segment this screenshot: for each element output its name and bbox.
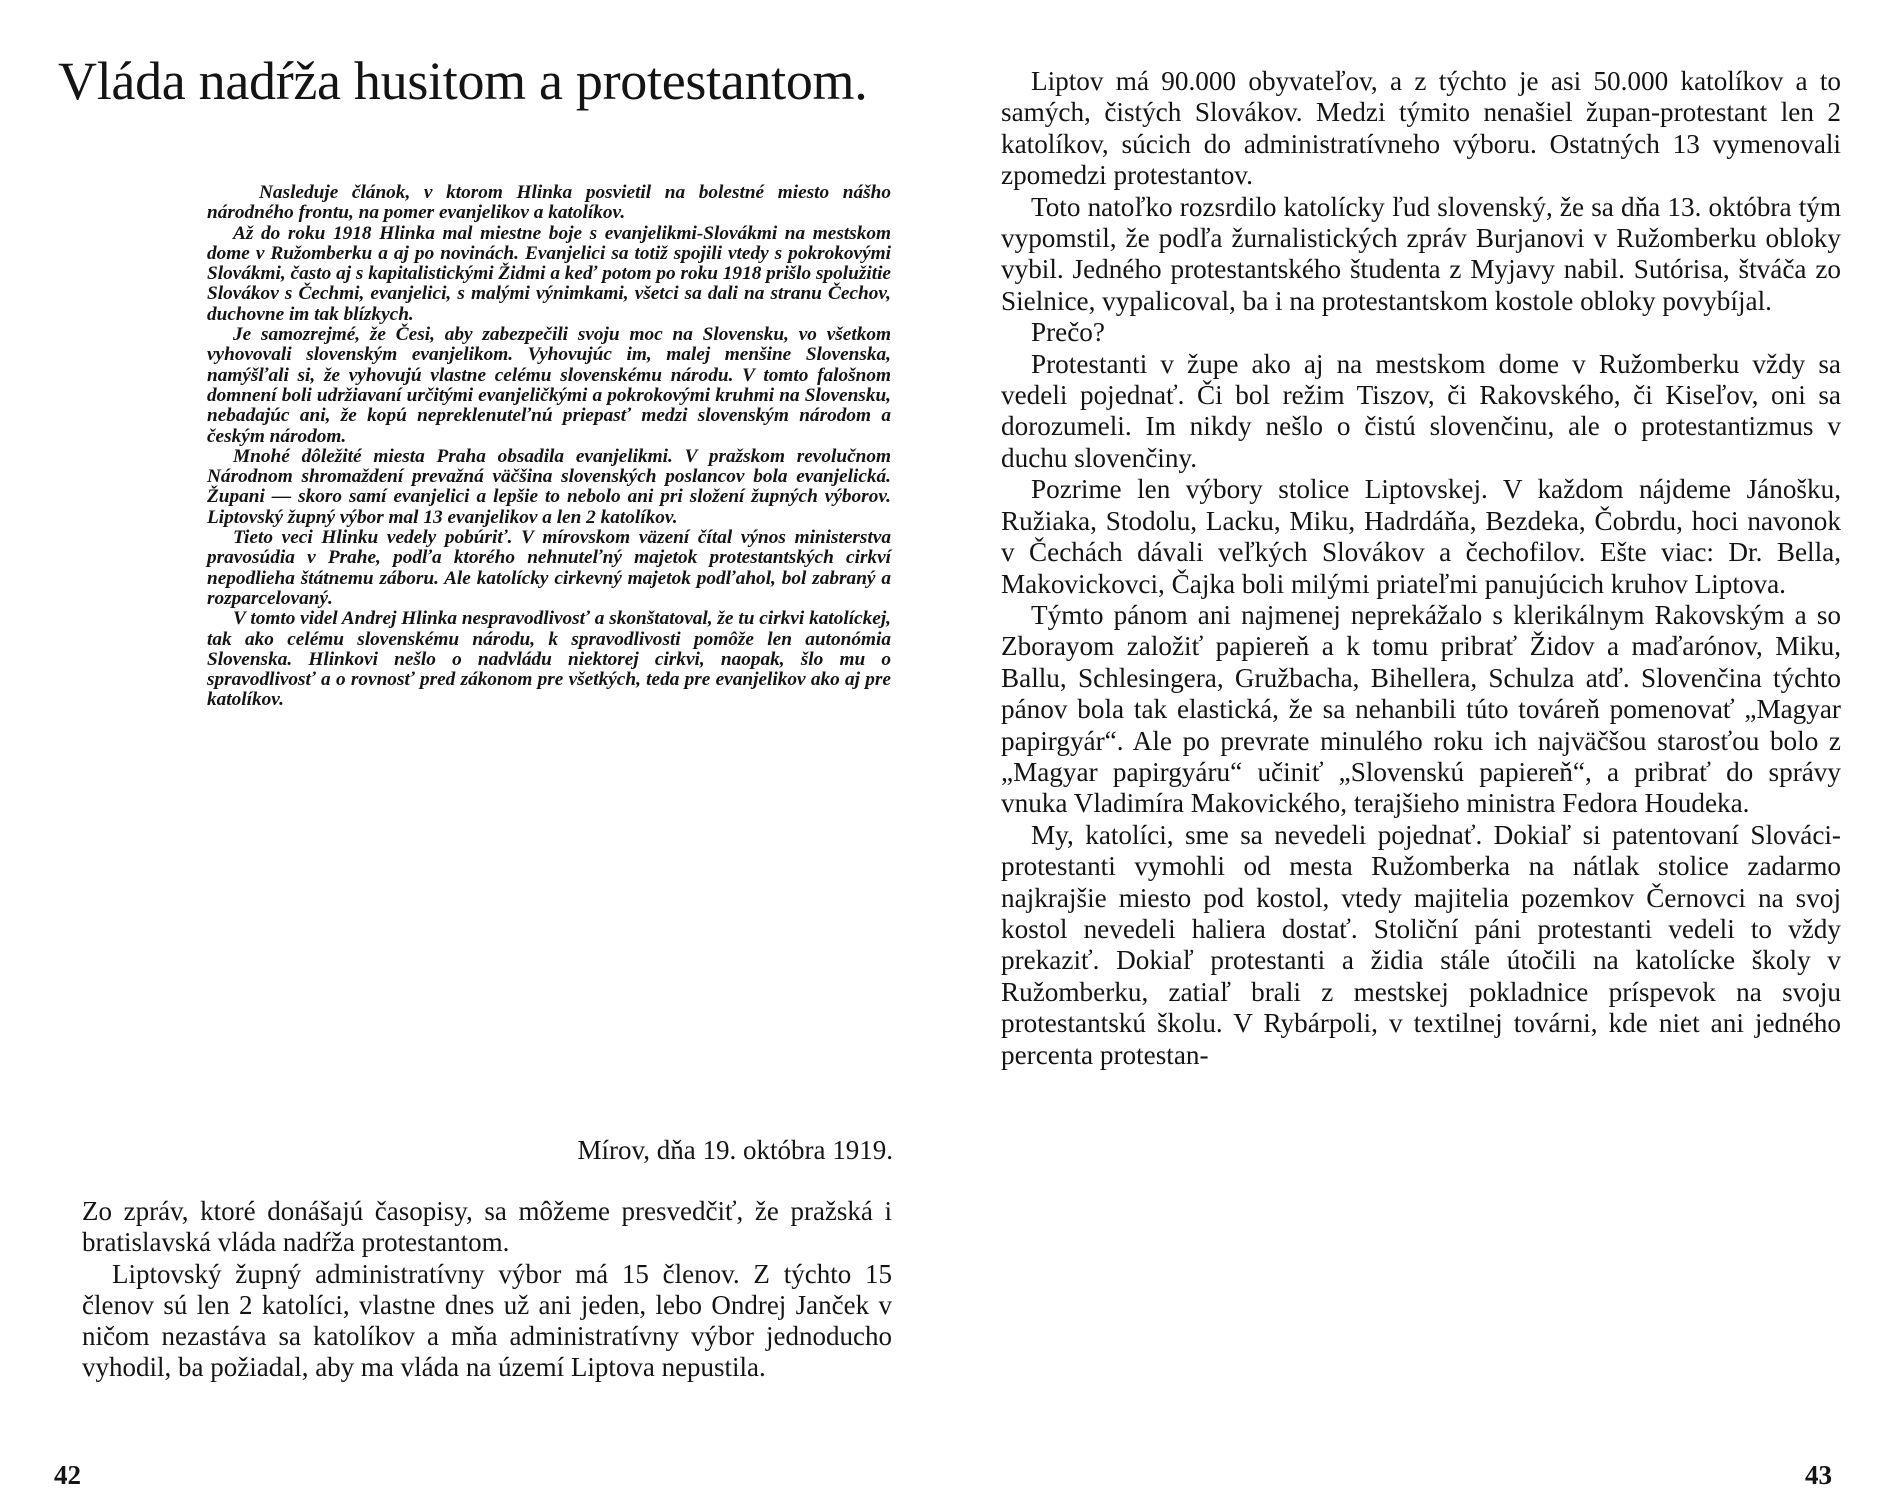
right-page (941, 0, 1882, 1500)
intro-paragraph: Nasleduje článok, v ktorom Hlinka posvietil na bolestné miesto nášho národného frontu, na pomer evanjelikov a katolíkov. (207, 182, 891, 224)
editorial-introduction (207, 183, 891, 711)
body-paragraph: Liptov má 90.000 obyvateľov, a z týchto je asi 50.000 katolíkov a to samých, čistých Slovákov. Medzi týmito nenašiel župan-protestant len 2 katolíkov, súcich do administratívneho výboru. Ostatných 13 vymenovali zpomedzi protestantov. (1001, 66, 1841, 191)
right-body-text (1001, 66, 1841, 1071)
intro-paragraph: Až do roku 1918 Hlinka mal miestne boje s evanjelikmi-Slovákmi na mestskom dome v Ružomberku a aj po novinách. Evanjelici sa totiž spojili vtedy s pokrokovými Slovákmi, často aj s kapitalistickými Židmi a keď potom po roku 1918 prišlo spolužitie Slovákov s Čechmi, evanjelici, s malými výnimkami, všetci sa dali na stranu Čechov, duchovne im tak blízkych. (207, 222, 891, 325)
intro-paragraph: Tieto veci Hlinku vedely pobúriť. V mírovskom väzení čítal výnos ministerstva pravosúdia v Prahe, podľa ktorého nehnuteľný majetok protestantských cirkví nepodlieha štátnemu záboru. Ale katolícky cirkevný majetok podľahol, bol zabraný a rozparcelovaný. (207, 527, 891, 609)
body-paragraph: Zo zpráv, ktoré donášajú časopisy, sa môžeme presvedčiť, že pražská i bratislavská vláda nadŕža protestantom. (82, 1196, 892, 1258)
body-paragraph: Prečo? (1031, 317, 1105, 348)
dateline: Mírov, dňa 19. októbra 1919. (577, 1135, 893, 1165)
page-number: 43 (1805, 1460, 1832, 1490)
body-paragraph: Protestanti v župe ako aj na mestskom dome v Ružomberku vždy sa vedeli pojednať. Či bol režim Tiszov, či Rakovského, či Kiseľov, oni sa dorozumeli. Im nikdy nešlo o čistú slovenčinu, ale o protestantizmus v duchu slovenčiny. (1001, 348, 1841, 473)
article-title: Vláda nadŕža husitom a protestantom. (58, 51, 868, 111)
body-paragraph: Liptovský župný administratívny výbor má 15 členov. Z týchto 15 členov sú len 2 katolíci, vlastne dnes už ani jeden, lebo Ondrej Janček v ničom nezastáva sa katolíkov a mňa administratívny výbor jednoducho vyhodil, ba požiadal, aby ma vláda na území Liptova nepustila. (82, 1258, 892, 1383)
intro-paragraph: V tomto videl Andrej Hlinka nespravodlivosť a skonštatoval, že tu cirkvi katolíckej, tak ako celému slovenskému národu, k spravodlivosti pomôže len autonómia Slovenska. Hlinkovi nešlo o nadvládu niektorej cirkvi, naopak, šlo mu o spravodlivosť a o rovnosť pred zákonom pre všetkých, teda pre evanjelikov ako aj pre katolíkov. (207, 608, 891, 711)
intro-paragraph: Je samozrejmé, že Česi, aby zabezpečili svoju moc na Slovensku, vo všetkom vyhovovali slovenským evanjelikom. Vyhovujúc im, malej menšine Slovenska, namýšľali si, že vyhovujú vlastne celému slovenskému národu. V tomto falošnom domnení boli udržiavaní určitými evanjeličkými a pokrokovými kruhmi na Slovensku, nebadajúc ani, že kopú nepreklenuteľnú priepasť medzi slovenským národom a českým národom. (207, 324, 891, 447)
left-body-text (82, 1196, 892, 1384)
body-paragraph: Toto natoľko rozsrdilo katolícky ľud slovenský, že sa dňa 13. októbra tým vypomstil, že podľa žurnalistických zpráv Burjanovi v Ružomberku obloky vybil. Jedného protestantského študenta z Myjavy nabil. Sutórisa, štváča zo Sielnice, vypalicoval, ba i na protestantskom kostole obloky povybíjal. (1001, 191, 1841, 316)
body-paragraph: Pozrime len výbory stolice Liptovskej. V každom nájdeme Jánošku, Ružiaka, Stodolu, Lacku, Miku, Hadrdáňa, Bezdeka, Čobrdu, hoci navonok v Čechách dávali veľkých Slovákov a čechofilov. Ešte viac: Dr. Bella, Makovickovci, Čajka boli milými priateľmi panujúcich kruhov Liptova. (1001, 474, 1841, 599)
body-paragraph: My, katolíci, sme sa nevedeli pojednať. Dokiaľ si patentovaní Slováci-protestanti vymohli od mesta Ružomberka na nátlak stolice zadarmo najkrajšie miesto pod kostol, vtedy majitelia pozemkov Černovci na svoj kostol nevedeli haliera dostať. Stoliční páni protestanti vedeli to vždy prekaziť. Dokiaľ protestanti a židia stále útočili na katolícke školy v Ružomberku, zatiaľ brali z mestskej pokladnice príspevok na svoju protestantskú školu. V Rybárpoli, v textilnej továrni, kde niet ani jedného percenta protestan- (1001, 819, 1841, 1070)
body-paragraph: Týmto pánom ani najmenej neprekážalo s klerikálnym Rakovským a so Zborayom založiť papiereň a k tomu pribrať Židov a maďarónov, Miku, Ballu, Schlesingera, Gružbacha, Bihellera, Schulza atď. Slovenčina týchto pánov bola tak elastická, že sa nehanbili túto továreň pomenovať „Magyar papirgyár“. Ale po prevrate minulého roku ich najväčšou starosťou bolo z „Magyar papirgyáru“ učiniť „Slovenskú papiereň“, a pribrať do správy vnuka Vladimíra Makovického, terajšieho ministra Fedora Houdeka. (1001, 599, 1841, 819)
page-number: 42 (54, 1460, 81, 1490)
intro-paragraph: Mnohé dôležité miesta Praha obsadila evanjelikmi. V pražskom revolučnom Národnom shromaždení prevažná väčšina slovenských poslancov bola evanjelická. Župani — skoro samí evanjelici a lepšie to nebolo ani pri složení župných výborov. Liptovský župný výbor mal 13 evanjelikov a len 2 katolíkov. (207, 445, 891, 528)
